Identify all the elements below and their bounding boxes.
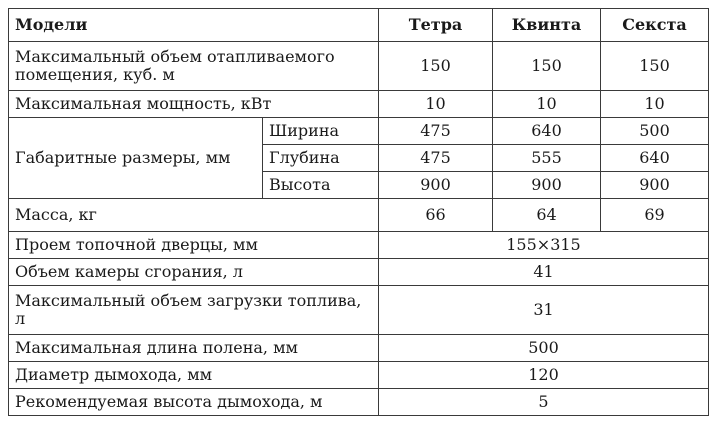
table-row (9, 42, 709, 91)
table-row (9, 362, 709, 389)
table-row (9, 91, 709, 118)
table-row (9, 286, 709, 335)
cell-value: 10 (379, 91, 493, 118)
cell-value: 5 (379, 389, 709, 416)
row-label: Диаметр дымохода, мм (9, 362, 379, 389)
cell-value: 500 (379, 335, 709, 362)
row-label: Максимальная мощность, кВт (9, 91, 379, 118)
cell-value: 150 (601, 42, 709, 91)
cell-value: 155×315 (379, 232, 709, 259)
table-row (9, 199, 709, 232)
cell-value: 120 (379, 362, 709, 389)
cell-value: 555 (493, 145, 601, 172)
row-label: Проем топочной дверцы, мм (9, 232, 379, 259)
cell-value: 500 (601, 118, 709, 145)
sub-label: Ширина (263, 118, 379, 145)
row-label: Максимальный объем отапливаемого помещения, куб. м (9, 42, 379, 91)
cell-value: 31 (379, 286, 709, 335)
table-row (9, 259, 709, 286)
table-row (9, 335, 709, 362)
header-row (9, 9, 709, 42)
cell-value: 900 (493, 172, 601, 199)
cell-value: 150 (379, 42, 493, 91)
table-row (9, 118, 709, 145)
row-label: Объем камеры сгорания, л (9, 259, 379, 286)
cell-value: 41 (379, 259, 709, 286)
header-seksta: Секста (601, 9, 709, 42)
stove-specs-table (8, 8, 709, 416)
sub-label: Высота (263, 172, 379, 199)
cell-value: 900 (601, 172, 709, 199)
cell-value: 900 (379, 172, 493, 199)
cell-value: 150 (493, 42, 601, 91)
cell-value: 66 (379, 199, 493, 232)
header-kvinta: Квинта (493, 9, 601, 42)
cell-value: 10 (601, 91, 709, 118)
header-models: Модели (9, 9, 379, 42)
cell-value: 64 (493, 199, 601, 232)
cell-value: 640 (601, 145, 709, 172)
table-row (9, 389, 709, 416)
cell-value: 475 (379, 145, 493, 172)
table-row (9, 232, 709, 259)
row-label: Габаритные размеры, мм (9, 118, 263, 199)
row-label: Масса, кг (9, 199, 379, 232)
sub-label: Глубина (263, 145, 379, 172)
header-tetra: Тетра (379, 9, 493, 42)
cell-value: 10 (493, 91, 601, 118)
cell-value: 640 (493, 118, 601, 145)
row-label: Рекомендуемая высота дымохода, м (9, 389, 379, 416)
cell-value: 69 (601, 199, 709, 232)
row-label: Максимальная длина полена, мм (9, 335, 379, 362)
row-label: Максимальный объем загрузки топлива, л (9, 286, 379, 335)
cell-value: 475 (379, 118, 493, 145)
